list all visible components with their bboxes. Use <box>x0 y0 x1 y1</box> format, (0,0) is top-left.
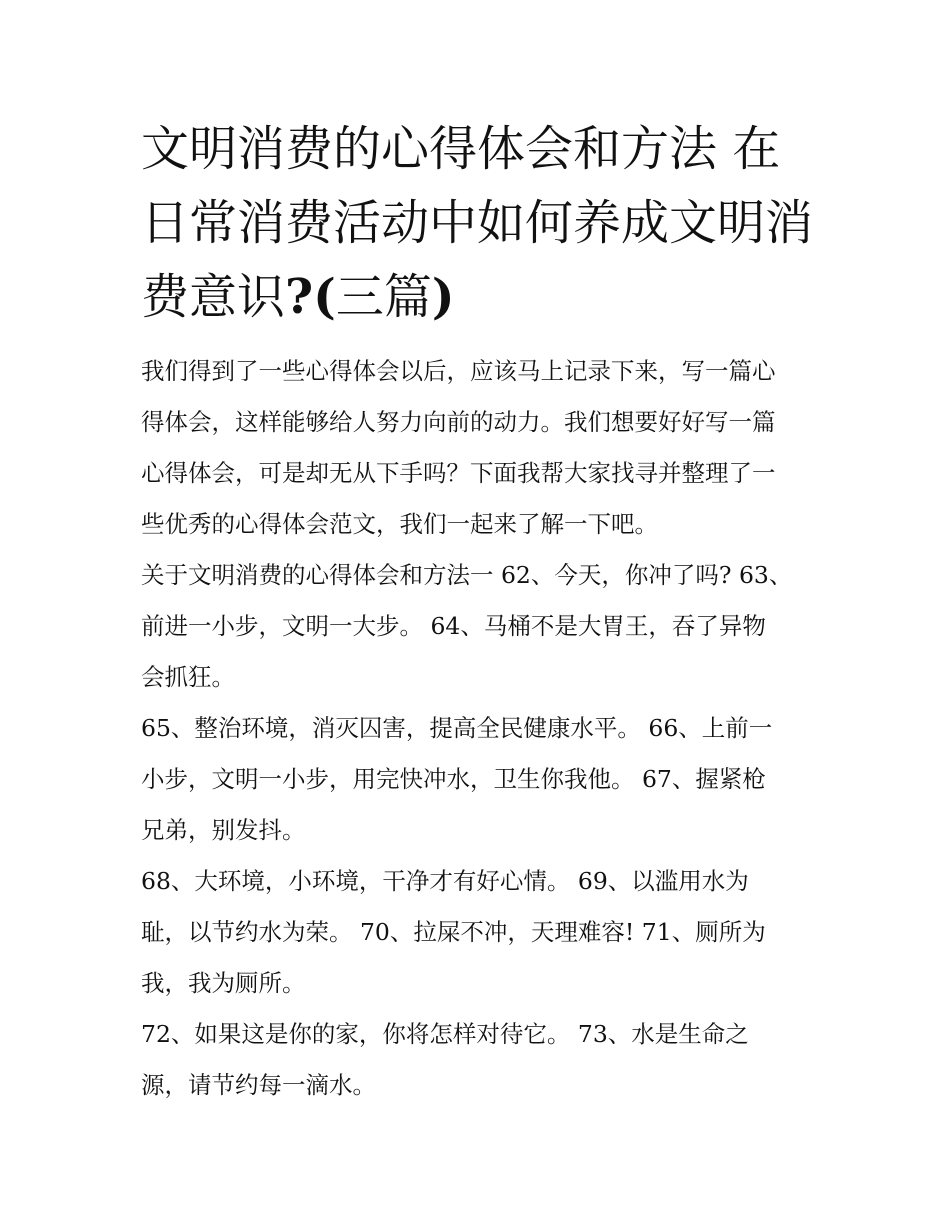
paragraph-line: 68、大环境，小环境，干净才有好心情。 69、以滥用水为 <box>141 867 749 895</box>
paragraph-line: 我，我为厕所。 <box>141 969 306 997</box>
slogan-paragraph-3 <box>141 856 813 1009</box>
slogan-paragraph-2 <box>141 703 813 856</box>
slogan-paragraph-1 <box>141 550 813 703</box>
title-question-paren: ?( <box>285 269 336 325</box>
paragraph-line: 些优秀的心得体会范文，我们一起来了解一下吧。 <box>141 510 658 538</box>
title-tail-text: 三篇 <box>335 269 432 325</box>
slogan-paragraph-4 <box>141 1009 813 1111</box>
document-title <box>141 112 813 334</box>
paragraph-line: 65、整治环境，消灭囚害，提高全民健康水平。 66、上前一 <box>141 714 773 742</box>
paragraph-line: 会抓狂。 <box>141 663 235 691</box>
paragraph-line: 关于文明消费的心得体会和方法一 62、今天，你冲了吗? 63、 <box>141 561 793 589</box>
title-main-text: 文明消费的心得体会和方法 在日常消费活动中如何养成文明消费意识 <box>141 121 814 325</box>
title-close-paren: ) <box>431 269 455 325</box>
paragraph-line: 得体会，这样能够给人努力向前的动力。我们想要好好写一篇 <box>141 408 776 436</box>
paragraph-line: 我们得到了一些心得体会以后，应该马上记录下来，写一篇心 <box>141 357 776 385</box>
intro-paragraph <box>141 346 813 550</box>
paragraph-line: 耻，以节约水为荣。 70、拉屎不冲，天理难容! 71、厕所为 <box>141 918 766 946</box>
paragraph-line: 兄弟，别发抖。 <box>141 816 306 844</box>
document-content <box>141 112 813 1111</box>
paragraph-line: 72、如果这是你的家，你将怎样对待它。 73、水是生命之 <box>141 1020 749 1048</box>
paragraph-line: 心得体会，可是却无从下手吗？下面我帮大家找寻并整理了一 <box>141 459 776 487</box>
paragraph-line: 小步，文明一小步，用完快冲水，卫生你我他。 67、握紧枪 <box>141 765 766 793</box>
paragraph-line: 前进一小步，文明一大步。 64、马桶不是大胃王，吞了异物 <box>141 612 766 640</box>
paragraph-line: 源，请节约每一滴水。 <box>141 1071 376 1099</box>
